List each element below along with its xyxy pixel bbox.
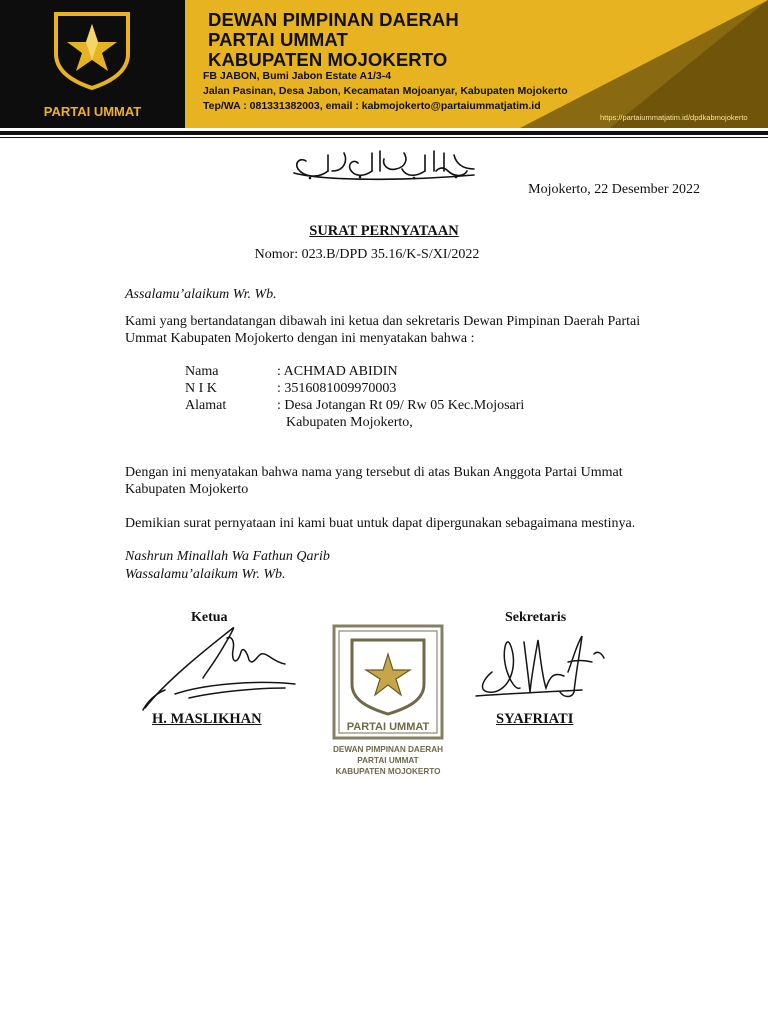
closing-line-1: Nashrun Minallah Wa Fathun Qarib <box>125 549 330 564</box>
greeting: Assalamu’alaikum Wr. Wb. <box>125 287 277 302</box>
intro-line-2: Ummat Kabupaten Mojokerto dengan ini menyatakan bahwa : <box>125 331 475 346</box>
signature-right-name: SYAFRIATI <box>496 711 574 727</box>
letterhead-title-line-2: PARTAI UMMAT <box>208 29 348 50</box>
statement-line-1: Dengan ini menyatakan bahwa nama yang tersebut di atas Bukan Anggota Partai Ummat <box>125 465 623 480</box>
identity-name-value: : ACHMAD ABIDIN <box>277 364 398 379</box>
logo-caption: PARTAI UMMAT <box>43 104 142 119</box>
identity-address-value-line-2: Kabupaten Mojokerto, <box>286 415 413 430</box>
letterhead-title-line-3: KABUPATEN MOJOKERTO <box>208 49 448 70</box>
identity-nik-label: N I K <box>185 381 217 396</box>
letterhead-address-line-3: Tep/WA : 081331382003, email : kabmojokerto@partaiummatjatim.id <box>203 100 541 112</box>
stamp-line-2: PARTAI UMMAT <box>357 756 419 765</box>
stamp-party-text: PARTAI UMMAT <box>346 721 430 733</box>
letterhead-rule-thick <box>0 131 768 135</box>
letter-date: Mojokerto, 22 Desember 2022 <box>528 182 700 197</box>
signature-right-handwriting <box>472 632 612 702</box>
party-stamp <box>330 622 450 782</box>
letterhead-url: https://partaiummatjatim.id/dpdkabmojokerto <box>600 113 748 122</box>
identity-address-value-line-1: : Desa Jotangan Rt 09/ Rw 05 Kec.Mojosari <box>277 398 525 413</box>
signature-right-role: Sekretaris <box>505 610 567 625</box>
party-logo-icon <box>52 10 132 90</box>
signature-left-handwriting <box>135 622 305 714</box>
identity-name-label: Nama <box>185 364 219 379</box>
identity-nik-value: : 3516081009970003 <box>277 381 397 396</box>
stamp-line-3: KABUPATEN MOJOKERTO <box>335 767 441 776</box>
stamp-line-1: DEWAN PIMPINAN DAERAH <box>332 745 444 754</box>
letterhead-rule-thin <box>0 137 768 138</box>
closing-line-2: Wassalamu’alaikum Wr. Wb. <box>125 567 286 582</box>
signature-left-name: H. MASLIKHAN <box>152 711 262 727</box>
intro-line-1: Kami yang bertandatangan dibawah ini ketua dan sekretaris Dewan Pimpinan Daerah Partai <box>125 314 641 329</box>
signature-left-role: Ketua <box>191 610 228 625</box>
closing-paragraph: Demikian surat pernyataan ini kami buat untuk dapat dipergunakan sebagaimana mestinya. <box>125 516 636 531</box>
bismillah-calligraphy-icon <box>284 147 484 183</box>
letterhead-title-line-1: DEWAN PIMPINAN DAERAH <box>208 9 459 30</box>
statement-line-2: Kabupaten Mojokerto <box>125 482 249 497</box>
document-title: SURAT PERNYATAAN <box>309 223 459 239</box>
letterhead-address-line-2: Jalan Pasinan, Desa Jabon, Kecamatan Mojoanyar, Kabupaten Mojokerto <box>203 85 568 97</box>
identity-address-label: Alamat <box>185 398 227 413</box>
letterhead-address-line-1: FB JABON, Bumi Jabon Estate A1/3-4 <box>203 70 392 82</box>
document-number: Nomor: 023.B/DPD 35.16/K-S/XI/2022 <box>254 247 480 262</box>
